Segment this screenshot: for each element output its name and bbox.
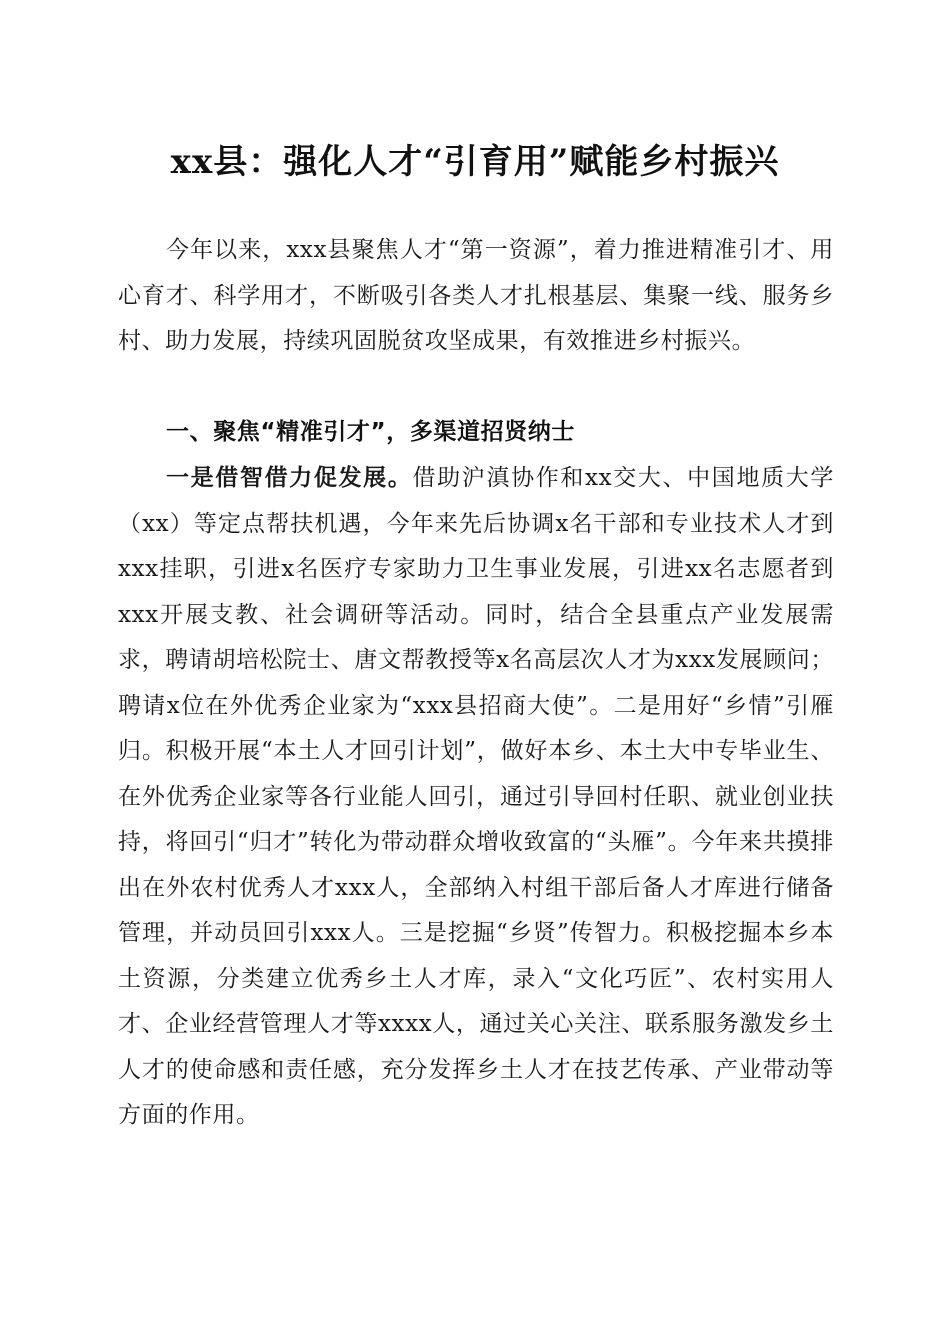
section-1-paragraph (118, 456, 834, 1139)
intro-paragraph: 今年以来，xxx县聚焦人才“第一资源”，着力推进精准引才、用心育才、科学用才，不断吸引各类人才扎根基层、集聚一线、服务乡村、助力发展，持续巩固脱贫攻坚成果，有效推进乡村振兴。 (118, 237, 834, 354)
section-1-lead: 一是借智借力促发展。 (166, 465, 413, 491)
section-1-heading: 一、聚焦“精准引才”，多渠道招贤纳士 (166, 419, 576, 445)
section-1-body: 借助沪滇协作和xx交大、中国地质大学（xx）等定点帮扶机遇，今年来先后协调x名干部和专业技术人才到xxx挂职，引进x名医疗专家助力卫生事业发展，引进xx名志愿者到xxx开展支教、社会调研等活动。同时，结合全县重点产业发展需求，聘请胡培松院士、唐文帮教授等x名高层次人才为xxx发展顾问；聘请x位在外优秀企业家为“xxx县招商大使”。二是用好“乡情”引雁归。积极开展“本土人才回引计划”，做好本乡、本土大中专毕业生、在外优秀企业家等各行业能人回引，通过引导回村任职、就业创业扶持，将回引“归才”转化为带动群众增收致富的“头雁”。今年来共摸排出在外农村优秀人才xxx人，全部纳入村组干部后备人才库进行储备管理，并动员回引xxx人。三是挖掘“乡贤”传智力。积极挖掘本乡本土资源，分类建立优秀乡土人才库，录入“文化巧匠”、农村实用人才、企业经营管理人才等xxxx人，通过关心关注、联系服务激发乡土人才的使命感和责任感，充分发挥乡土人才在技艺传承、产业带动等方面的作用。 (118, 465, 834, 1128)
document-title: xx县：强化人才“引育用”赋能乡村振兴 (170, 142, 780, 182)
